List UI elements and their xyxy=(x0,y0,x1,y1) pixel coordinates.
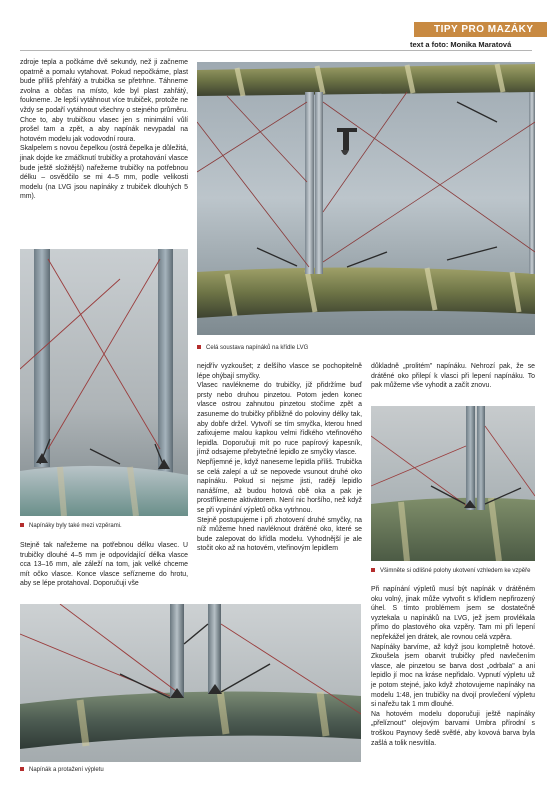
right-photo xyxy=(371,406,535,561)
right-photo-caption xyxy=(371,567,530,575)
author-credit: text a foto: Monika Maratová xyxy=(410,40,512,49)
left-photo xyxy=(20,249,188,516)
caption-marker xyxy=(20,767,24,771)
section-tab xyxy=(414,22,547,37)
bottom-photo-caption xyxy=(20,766,104,774)
caption-text: Celá soustava napínáků na křídle LVG xyxy=(206,345,309,351)
caption-text: Napínák a protažení výpletu xyxy=(29,767,104,773)
caption-text: Napínáky byly také mezi vzpěrami. xyxy=(29,523,122,529)
caption-text: Všimněte si odlišné polohy ukotvení vzhledem ke vzpěře xyxy=(380,568,531,574)
paragraph: Při napínání výpletů musí být napínák v drátěném oku volný, jinak může vytvořit s křídlem nepřirozený úhel. S tímto problémem jsem se dostatečně vyztekala u napínáků na LVG, jež jsem provlékala přímo do plastového oka vzpěry. Tam mi při lepení nepřekážel jen drátek, ale rovnou celá vzpěra. xyxy=(371,586,535,641)
left-photo-caption xyxy=(20,522,122,530)
column3-bottom-text xyxy=(371,585,535,748)
paragraph: nejdřív vyzkoušet; z delšího vlasce se pochopitelně lépe ohýbají smyčky. xyxy=(197,363,362,380)
paragraph: Nepříjemné je, když naneseme lepidla příliš. Trubička se celá zalepí a už se nepovede vsunout druhé oko napínáku. Pokud si nejsme jisti, raději lepidlo nanášíme, až budou hotová obě oka a pak je prostříkneme aktivátorem. Není nic horšího, než když se při vypínání výpletů očka vytrhnou. xyxy=(197,458,362,514)
column1-bottom-text xyxy=(20,541,188,589)
paragraph: Stejně tak nařežeme na potřebnou délku vlasec. U trubičky dlouhé 4–5 mm je odpovídající délka vlasce cca 13–16 mm, ale záleží na tom, jak velké chceme mít očko vlasce. Konce vlasce seřízneme do hrotu, aby se lépe protahoval. Doporučuji vše xyxy=(20,542,188,588)
column1-top-text xyxy=(20,58,188,202)
paragraph: Napínáky barvíme, až když jsou kompletně hotové. Zkoušela jsem obarvit trubičky před navlečením vlasce, ale pinzetou se barva dost „odrbala" a ani lepidlo jí moc na kráse nepřidalo. Vypnutí výpletu už je potom stejné, jako když zhotovujeme napínáky na modelu 1:48, jen trubičky na dvojí provlečení výpletu si nařežu tak 1 mm dlouhé. xyxy=(371,643,535,709)
caption-marker xyxy=(197,345,201,349)
paragraph: zdroje tepla a počkáme dvě sekundy, než ji začneme opatrně a pomalu vytahovat. Pokud nepočkáme, plast bude příliš přehřátý a trubička se přetrhne. Táhneme zvolna a občas na místo, kde byl plast zahřátý, foukneme. Je lepší vytáhnout více trubiček, protože ne vždy se podaří vytáhnout všechny o stejného průměru. Chce to, aby trubičkou vlasec jen s minimální vůlí prošel tam a zpět, a aby napínák nevypadal na hotovém modelu jak vodovodní roura. xyxy=(20,59,188,143)
paragraph: Skalpelem s novou čepelkou (ostrá čepelka je důležitá, jinak dojde ke zmáčknutí trubičky a protahování vlasce bude ještě složitější) nařežeme trubičky na potřebnou délku – osvědčilo se mi 4–5 mm, podle velikosti modelu (na LVG jsou napínáky z trubiček dlouhých 5 mm). xyxy=(20,145,188,201)
header-rule xyxy=(20,50,532,51)
paragraph: důkladně „prolitém" napínáku. Nehrozí pak, že se drátěné oko přilepí k vlasci při lepení napínáku. To pak můžeme vše vyhodit a začít znovu. xyxy=(371,363,535,390)
column2-text xyxy=(197,362,362,554)
top-photo xyxy=(197,62,535,335)
paragraph: Na hotovém modelu doporučuji ještě napínáky „přelíznout" olejovým barvami Umbra přírodní s troškou Paynovy šedě světlé, aby kovová barva byla zašlá a tolik nesvítila. xyxy=(371,710,535,747)
paragraph: Vlasec navlékneme do trubičky, již přidržíme buď prsty nebo druhou pinzetou. Potom jeden konec vlasce ostrou zahnutou pinzetou stočíme zpět a zasuneme do trubičky přibližně do poloviny délky tak, aby dobře držel. Vytvoří se tím smyčka, kterou hned zafixujeme malou kapkou velmi řídkého vteřinového lepidla. Doporučuji mít po ruce papírový kapesník, jímž odsajeme přebytečné lepidlo ze smyčky vlasce. xyxy=(197,382,362,457)
top-photo-caption xyxy=(197,344,308,352)
caption-marker xyxy=(371,568,375,572)
section-title: TIPY PRO MAZÁKY xyxy=(434,24,534,35)
paragraph: Stejně postupujeme i při zhotovení druhé smyčky, na níž můžeme hned navléknout drátěné oko, které se bude zalepovat do křídla modelu. Vyhodnější je ale stočit oko až na hotovém, vteřinovým lepidlem xyxy=(197,516,362,553)
caption-marker xyxy=(20,523,24,527)
column3-top-text xyxy=(371,362,535,391)
bottom-photo xyxy=(20,604,361,762)
